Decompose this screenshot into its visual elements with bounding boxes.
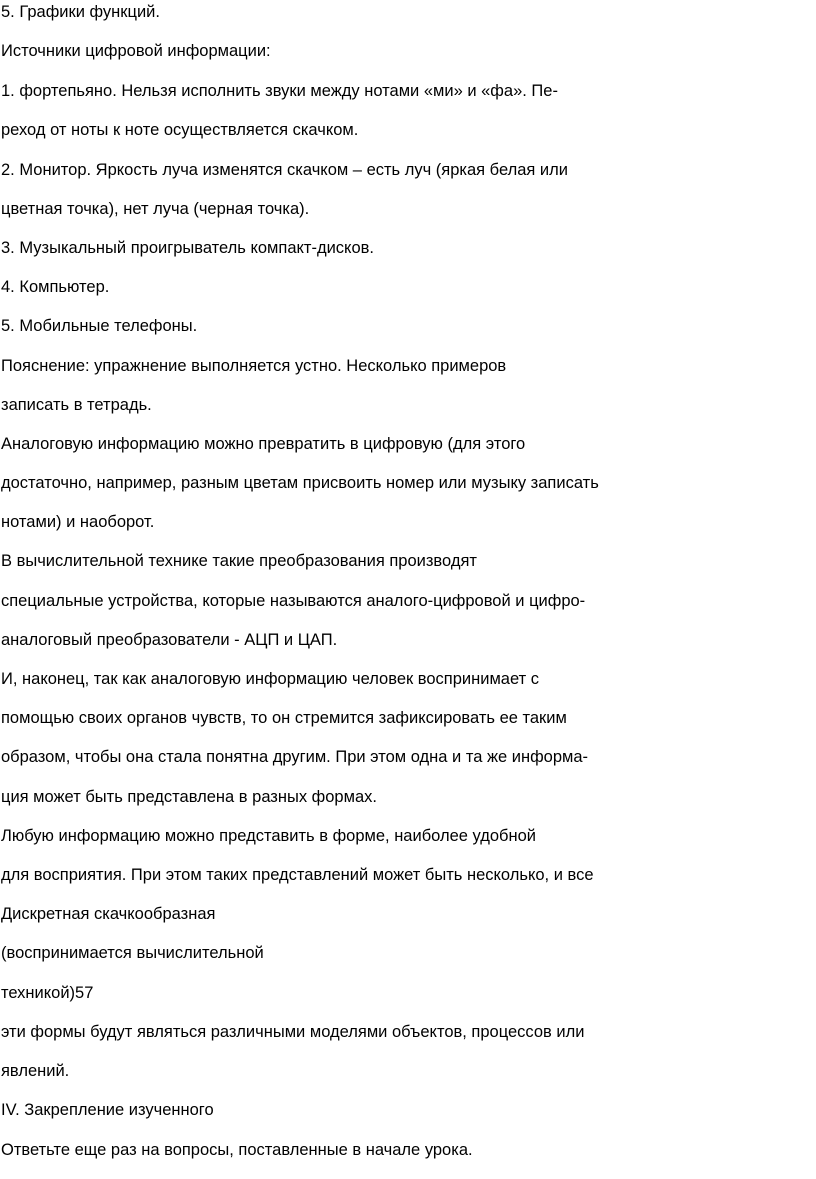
text-line: И, наконец, так как аналоговую информацию человек воспринимает с: [1, 670, 539, 688]
text-line: Дискретная скачкообразная: [1, 905, 216, 923]
text-line: ция может быть представлена в разных формах.: [1, 788, 377, 806]
text-line: 1. фортепьяно. Нельзя исполнить звуки между нотами «ми» и «фа». Пе-: [1, 82, 558, 100]
text-line: техникой)57: [1, 984, 94, 1002]
text-line: 4. Компьютер.: [1, 278, 110, 296]
text-line: нотами) и наоборот.: [1, 513, 155, 531]
text-line: Пояснение: упражнение выполняется устно. Несколько примеров: [1, 357, 507, 375]
text-line: 5. Мобильные телефоны.: [1, 317, 198, 335]
text-line: явлений.: [1, 1062, 70, 1080]
text-line: 3. Музыкальный проигрыватель компакт-дисков.: [1, 239, 374, 257]
text-line: Источники цифровой информации:: [1, 42, 271, 60]
text-line: специальные устройства, которые называются аналого-цифровой и цифро-: [1, 592, 586, 610]
text-line: цветная точка), нет луча (черная точка).: [1, 200, 310, 218]
section-heading: IV. Закрепление изученного: [1, 1101, 214, 1119]
text-line: Аналоговую информацию можно превратить в цифровую (для этого: [1, 435, 526, 453]
text-line: Любую информацию можно представить в форме, наиболее удобной: [1, 827, 536, 845]
text-line: помощью своих органов чувств, то он стремится зафиксировать ее таким: [1, 709, 567, 727]
text-line: реход от ноты к ноте осуществляется скачком.: [1, 121, 359, 139]
text-line: достаточно, например, разным цветам присвоить номер или музыку записать: [1, 474, 599, 492]
text-line: записать в тетрадь.: [1, 396, 152, 414]
text-line: 5. Графики функций.: [1, 3, 160, 21]
text-line: (воспринимается вычислительной: [1, 944, 264, 962]
text-line: образом, чтобы она стала понятна другим. При этом одна и та же информа-: [1, 748, 589, 766]
text-line: Ответьте еще раз на вопросы, поставленные в начале урока.: [1, 1141, 473, 1159]
text-line: аналоговый преобразователи - АЦП и ЦАП.: [1, 631, 338, 649]
text-line: эти формы будут являться различными моделями объектов, процессов или: [1, 1023, 585, 1041]
text-line: 2. Монитор. Яркость луча изменятся скачком – есть луч (яркая белая или: [1, 161, 568, 179]
text-line: для восприятия. При этом таких представлений может быть несколько, и все: [1, 866, 594, 884]
text-line: В вычислительной технике такие преобразования производят: [1, 552, 477, 570]
